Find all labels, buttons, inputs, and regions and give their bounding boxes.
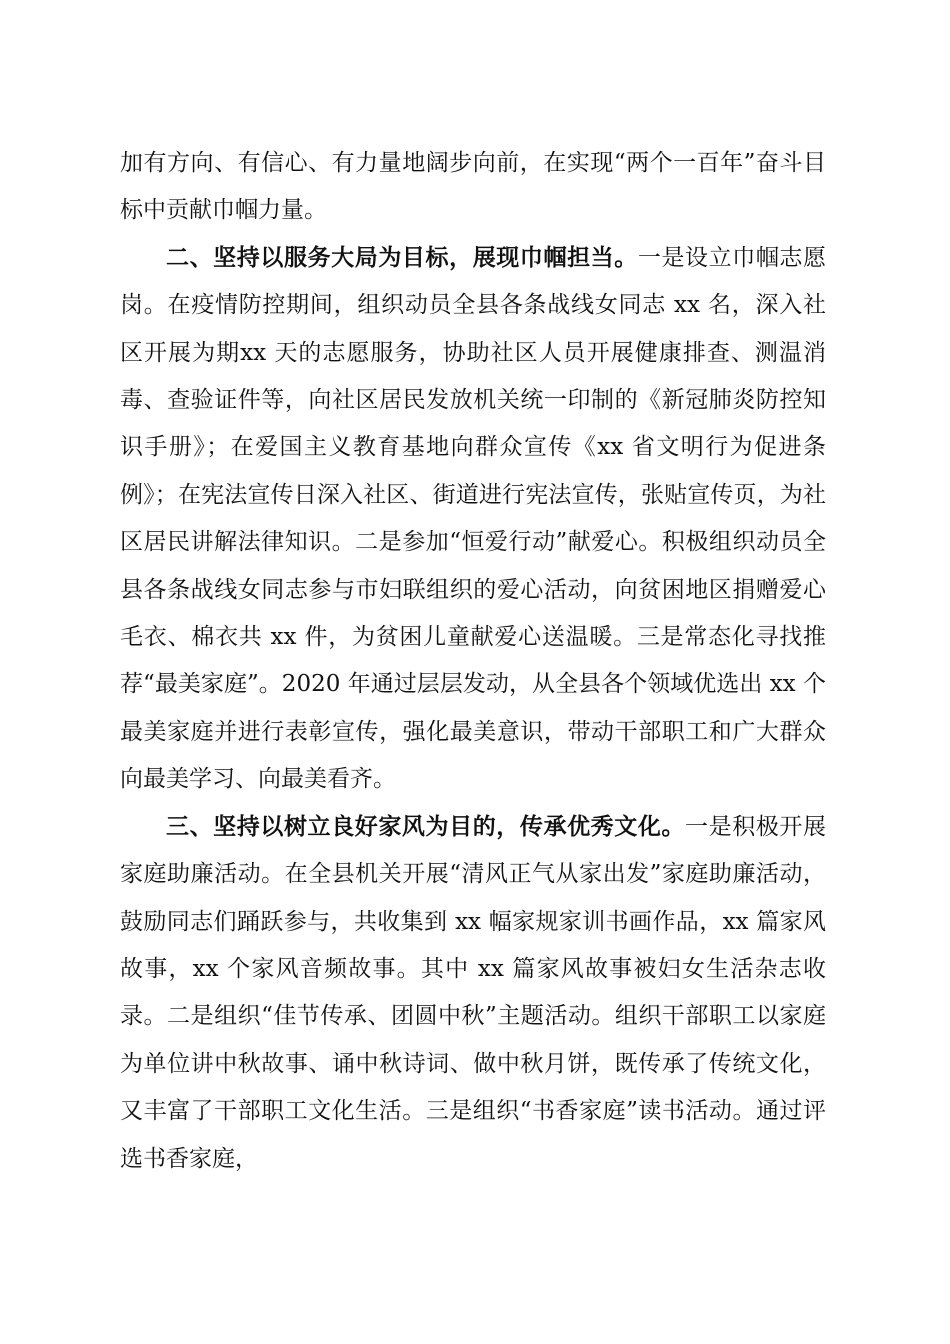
paragraph-section-2	[120, 235, 826, 804]
paragraph-text: 一是设立巾帼志愿岗。在疫情防控期间，组织动员全县各条战线女同志 xx 名，深入社区开展为期xx 天的志愿服务，协助社区人员开展健康排查、测温消毒、查验证件等，向社区居民发放机关统一印制的《新冠肺炎防控知识手册》；在爱国主义教育基地向群众宣传《xx 省文明行为促进条例》；在宪法宣传日深入社区、街道进行宪法宣传，张贴宣传页，为社区居民讲解法律知识。二是参加“恒爱行动”献爱心。积极组织动员全县各条战线女同志参与市妇联组织的爱心活动，向贫困地区捐赠爱心毛衣、棉衣共 xx 件，为贫困儿童献爱心送温暖。三是常态化寻找推荐“最美家庭”。2020 年通过层层发动，从全县各个领域优选出 xx 个最美家庭并进行表彰宣传，强化最美意识，带动干部职工和广大群众向最美学习、向最美看齐。	[120, 244, 827, 793]
paragraph-text: 一是积极开展家庭助廉活动。在全县机关开展“清风正气从家出发”家庭助廉活动，鼓励同志们踊跃参与，共收集到 xx 幅家规家训书画作品，xx 篇家风故事，xx 个家风音频故事。其中 xx 篇家风故事被妇女生活杂志收录。二是组织“佳节传承、团圆中秋”主题活动。组织干部职工以家庭为单位讲中秋故事、诵中秋诗词、做中秋月饼，既传承了传统文化，又丰富了干部职工文化生活。三是组织“书香家庭”读书活动。通过评选书香家庭，	[120, 813, 827, 1172]
paragraph-continuation	[120, 140, 826, 235]
section-heading: 二、坚持以服务大局为目标，展现巾帼担当。	[166, 244, 638, 271]
section-heading: 三、坚持以树立良好家风为目的，传承优秀文化。	[166, 813, 686, 840]
document-body	[120, 140, 826, 1183]
paragraph-section-3	[120, 804, 826, 1183]
paragraph-text: 加有方向、有信心、有力量地阔步向前，在实现“两个一百年”奋斗目标中贡献巾帼力量。	[120, 150, 826, 224]
